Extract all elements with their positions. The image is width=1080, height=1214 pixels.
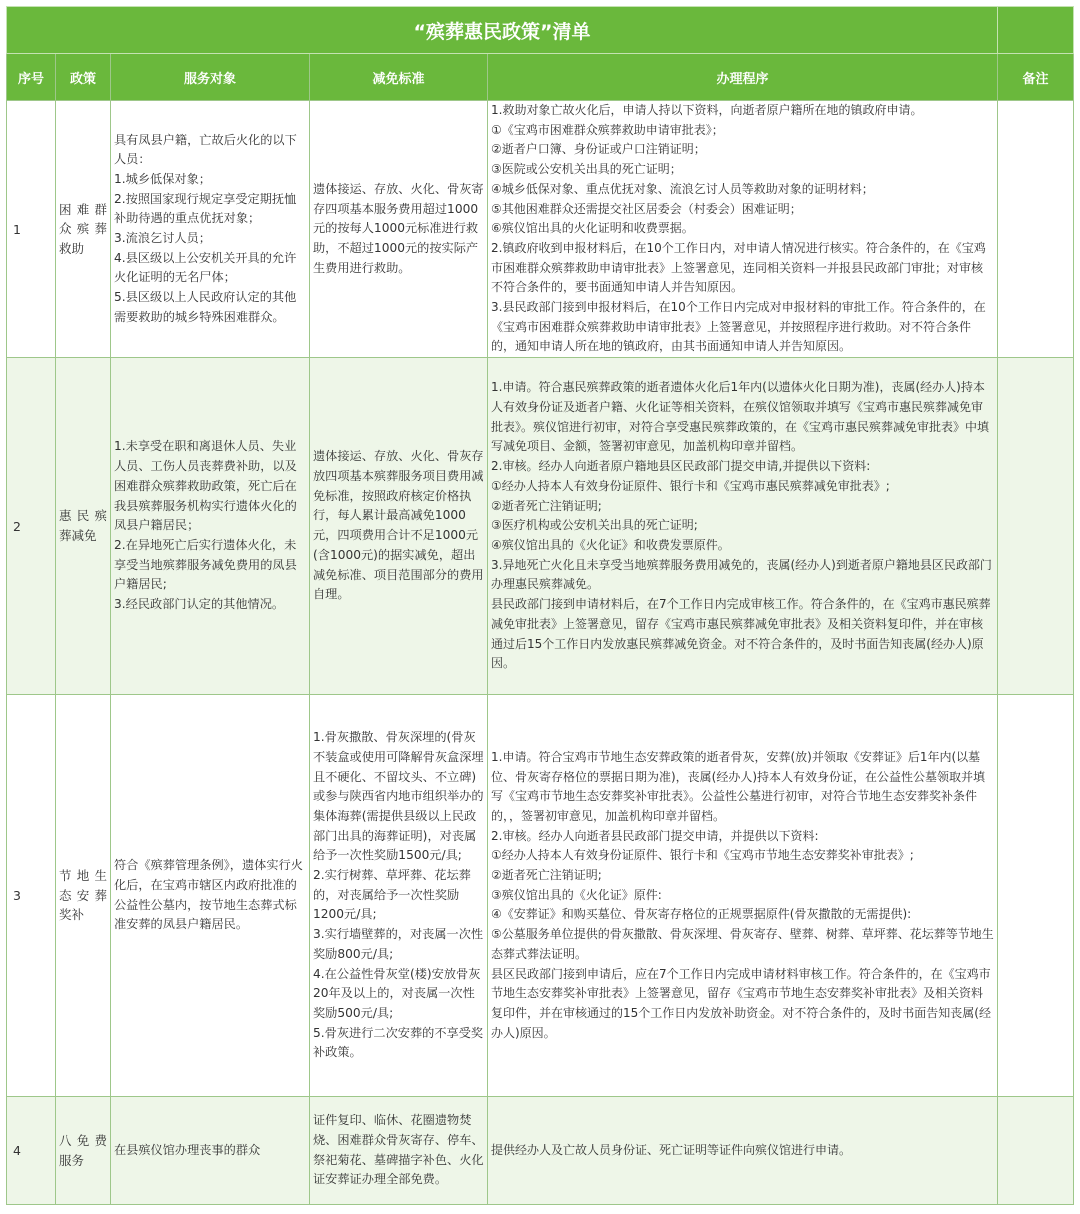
title-blank-cell — [998, 7, 1074, 54]
title-row — [7, 7, 1074, 54]
row-target: 具有凤县户籍，亡故后火化的以下人员： 1.城乡低保对象； 2.按照国家现行规定享受定期抚恤补助待遇的重点优抚对象； 3.流浪乞讨人员； 4.县区级以上公安机关开具的允许火化证明的无名尸体； 5.县区级以上人民政府认定的其他需要救助的城乡特殊困难群众。 — [111, 101, 310, 358]
row-remark — [998, 1097, 1074, 1205]
row-index: 3 — [7, 695, 56, 1097]
policy-table — [6, 6, 1074, 1205]
row-procedure: 1.申请。符合惠民殡葬政策的逝者遗体火化后1年内(以遗体火化日期为准)，丧属(经办人)持本人有效身份证及逝者户籍、火化证等相关资料，在殡仪馆领取并填写《宝鸡市惠民殡葬减免审批表》。殡仪馆进行初审，对符合享受惠民殡葬政策的，在《宝鸡市惠民殡葬减免审批表》中填写减免项目、金额，签署初审意见，加盖机构印章并留档。 2.审核。经办人向逝者原户籍地县区民政部门提交申请,并提供以下资料: ①经办人持本人有效身份证原件、银行卡和《宝鸡市惠民殡葬减免审批表》; ②逝者死亡注销证明; ③医疗机构或公安机关出具的死亡证明; ④殡仪馆出具的《火化证》和收费发票原件。 3.异地死亡火化且未享受当地殡葬服务费用减免的，丧属(经办人)到逝者原户籍地县区民政部门办理惠民殡葬减免。 县民政部门接到申请材料后，在7个工作日内完成审核工作。符合条件的，在《宝鸡市惠民殡葬减免审批表》上签署意见，留存《宝鸡市惠民殡葬减免审批表》及相关资料复印件，并在审核通过后15个工作日内发放惠民殡葬减免资金。对不符合条件的，及时书面告知丧属(经办人)原因。 — [488, 358, 998, 695]
header-standard: 减免标准 — [310, 54, 488, 101]
row-remark — [998, 358, 1074, 695]
header-row — [7, 54, 1074, 101]
row-index: 4 — [7, 1097, 56, 1205]
header-procedure: 办理程序 — [488, 54, 998, 101]
table-row — [7, 101, 1074, 358]
row-target: 符合《殡葬管理条例》，遗体实行火化后，在宝鸡市辖区内政府批准的公益性公墓内，按节地生态葬式标准安葬的凤县户籍居民。 — [111, 695, 310, 1097]
header-index: 序号 — [7, 54, 56, 101]
table-row — [7, 695, 1074, 1097]
row-procedure: 提供经办人及亡故人员身份证、死亡证明等证件向殡仪馆进行申请。 — [488, 1097, 998, 1205]
row-standard: 1.骨灰撒散、骨灰深埋的(骨灰不装盒或使用可降解骨灰盒深埋且不硬化、不留坟头、不立碑)或参与陕西省内地市组织举办的集体海葬(需提供县级以上民政部门出具的海葬证明)，对丧属给予一次性奖励1500元/具; 2.实行树葬、草坪葬、花坛葬的，对丧属给予一次性奖励1200元/具; 3.实行墙壁葬的，对丧属一次性奖励800元/具; 4.在公益性骨灰堂(楼)安放骨灰20年及以上的，对丧属一次性奖励500元/具; 5.骨灰进行二次安葬的不享受奖补政策。 — [310, 695, 488, 1097]
header-target: 服务对象 — [111, 54, 310, 101]
header-remark: 备注 — [998, 54, 1074, 101]
row-target: 1.未享受在职和离退休人员、失业人员、工伤人员丧葬费补助，以及困难群众殡葬救助政策，死亡后在我县殡葬服务机构实行遗体火化的凤县户籍居民； 2.在异地死亡后实行遗体火化，未享受当地殡葬服务减免费用的凤县户籍居民; 3.经民政部门认定的其他情况。 — [111, 358, 310, 695]
row-standard: 证件复印、临休、花圈遗物焚烧、困难群众骨灰寄存、停车、祭祀菊花、墓碑描字补色、火化证安葬证办理全部免费。 — [310, 1097, 488, 1205]
page-title: “殡葬惠民政策”清单 — [7, 7, 998, 54]
row-standard: 遗体接运、存放、火化、骨灰寄存四项基本服务费用超过1000元的按每人1000元标准进行救助，不超过1000元的按实际产生费用进行救助。 — [310, 101, 488, 358]
row-policy: 惠民殡葬减免 — [56, 358, 111, 695]
row-remark — [998, 101, 1074, 358]
row-policy: 八免费服务 — [56, 1097, 111, 1205]
row-index: 1 — [7, 101, 56, 358]
row-remark — [998, 695, 1074, 1097]
row-index: 2 — [7, 358, 56, 695]
header-policy: 政策 — [56, 54, 111, 101]
row-target: 在县殡仪馆办理丧事的群众 — [111, 1097, 310, 1205]
row-standard: 遗体接运、存放、火化、骨灰存放四项基本殡葬服务项目费用减免标准，按照政府核定价格执行，每人累计最高减免1000元，四项费用合计不足1000元(含1000元)的据实减免，超出减免标准、项目范围部分的费用自理。 — [310, 358, 488, 695]
table-row — [7, 358, 1074, 695]
table-row — [7, 1097, 1074, 1205]
row-procedure: 1.救助对象亡故火化后，申请人持以下资料，向逝者原户籍所在地的镇政府申请。 ①《宝鸡市困难群众殡葬救助申请审批表》； ②逝者户口簿、身份证或户口注销证明； ③医院或公安机关出具的死亡证明； ④城乡低保对象、重点优抚对象、流浪乞讨人员等救助对象的证明材料； ⑤其他困难群众还需提交社区居委会（村委会）困难证明； ⑥殡仪馆出具的火化证明和收费票据。 2.镇政府收到申报材料后，在10个工作日内，对申请人情况进行核实。符合条件的，在《宝鸡市困难群众殡葬救助申请审批表》上签署意见，连同相关资料一并报县民政部门审批；对审核不符合条件的，要书面通知申请人并告知原因。 3.县民政部门接到申报材料后，在10个工作日内完成对申报材料的审批工作。符合条件的，在《宝鸡市困难群众殡葬救助申请审批表》上签署意见，并按照程序进行救助。对不符合条件的，通知申请人所在地的镇政府，由其书面通知申请人并告知原因。 — [488, 101, 998, 358]
row-procedure: 1.申请。符合宝鸡市节地生态安葬政策的逝者骨灰，安葬(放)并领取《安葬证》后1年内(以墓位、骨灰寄存格位的票据日期为准)，丧属(经办人)持本人有效身份证，在公益性公墓领取并填写《宝鸡市节地生态安葬奖补审批表》。公益性公墓进行初审，对符合节地生态安葬奖补条件的，，签署初审意见，加盖机构印章并留档。 2.审核。经办人向逝者县民政部门提交申请，并提供以下资料: ①经办人持本人有效身份证原件、银行卡和《宝鸡市节地生态安葬奖补审批表》; ②逝者死亡注销证明; ③殡仪馆出具的《火化证》原件: ④《安葬证》和购买墓位、骨灰寄存格位的正规票据原件(骨灰撒散的无需提供): ⑤公墓服务单位提供的骨灰撒散、骨灰深埋、骨灰寄存、壁葬、树葬、草坪葬、花坛葬等节地生态葬式葬法证明。 县区民政部门接到申请后，应在7个工作日内完成申请材料审核工作。符合条件的，在《宝鸡市节地生态安葬奖补审批表》上签署意见，留存《宝鸡市节地生态安葬奖补审批表》及相关资料复印件，并在审核通过的15个工作日内发放补助资金。对不符合条件的，及时书面告知丧属(经办人)原因。 — [488, 695, 998, 1097]
row-policy: 困难群众殡葬救助 — [56, 101, 111, 358]
policy-sheet — [6, 6, 1073, 1205]
row-policy: 节地生态安葬奖补 — [56, 695, 111, 1097]
